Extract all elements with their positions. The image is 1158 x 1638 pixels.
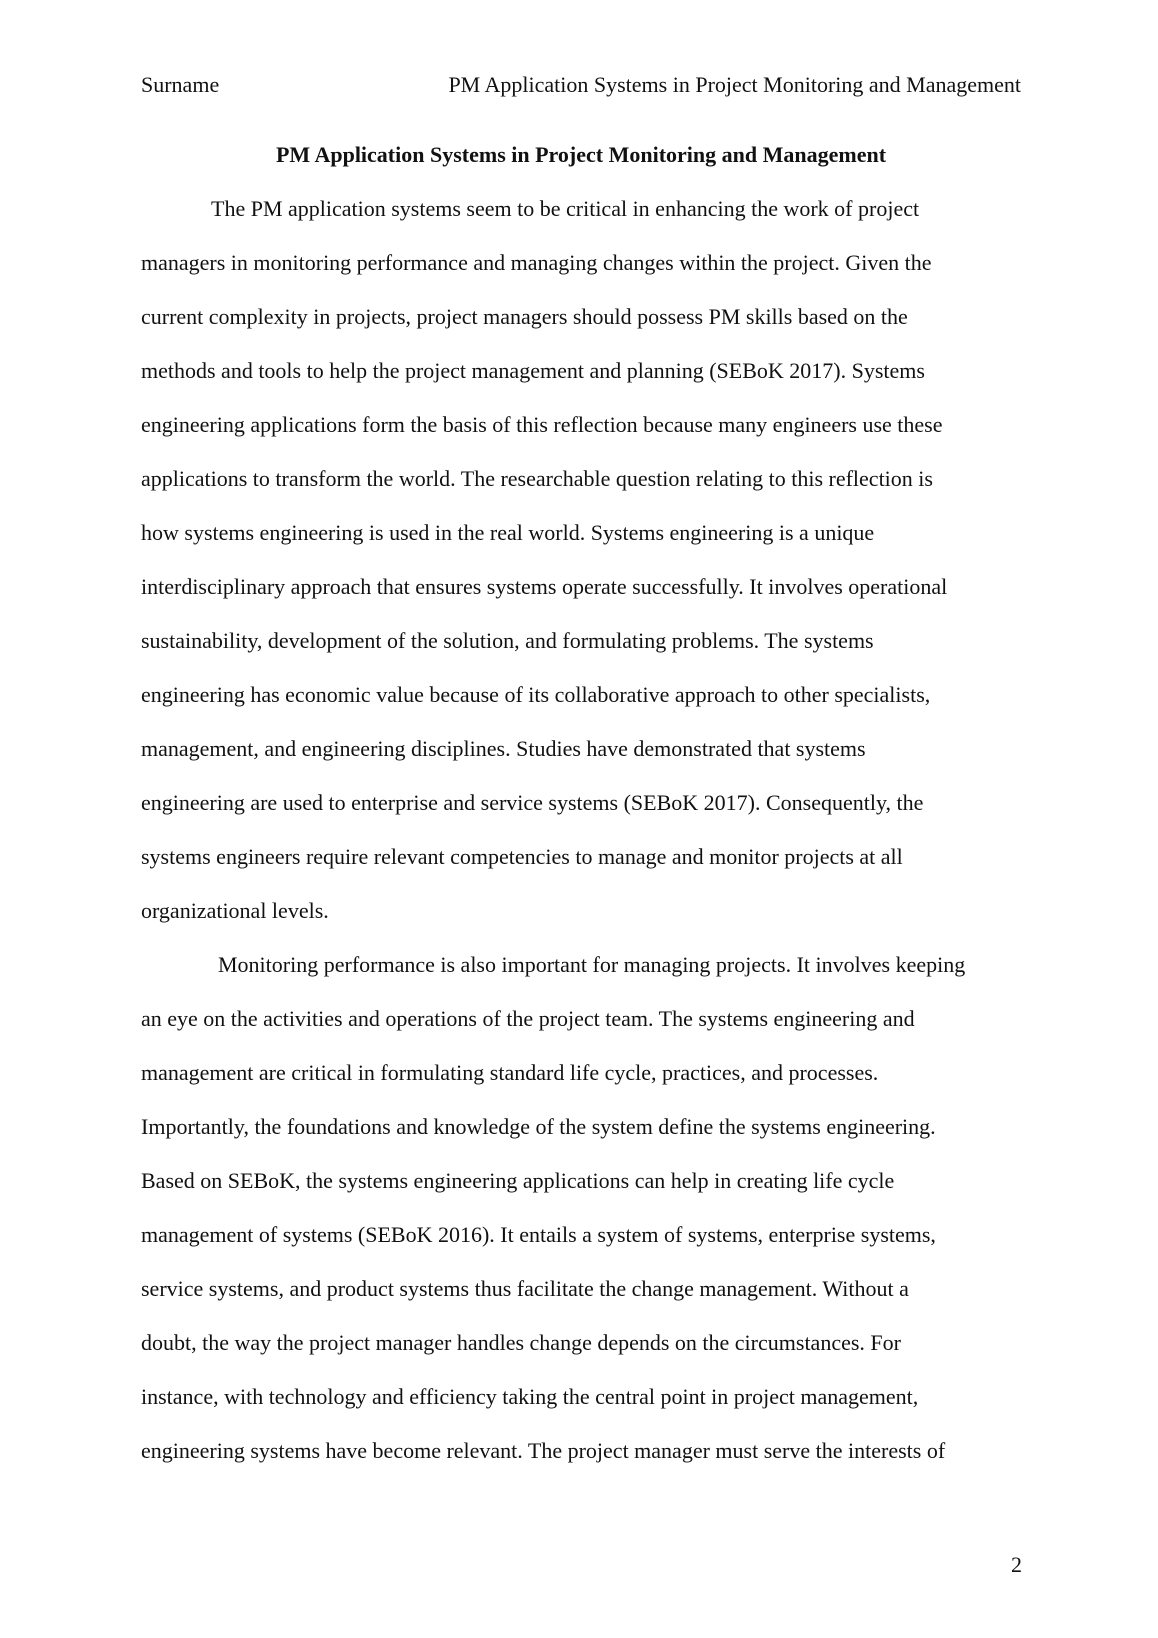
text-line: interdisciplinary approach that ensures systems operate successfully. It involves operational	[141, 574, 948, 599]
text-line: management are critical in formulating standard life cycle, practices, and processes.	[141, 1060, 879, 1085]
document-title: PM Application Systems in Project Monitoring and Management	[275, 142, 887, 167]
text-line: management, and engineering disciplines. Studies have demonstrated that systems	[141, 736, 866, 761]
text-line: Based on SEBoK, the systems engineering applications can help in creating life cycle	[141, 1168, 895, 1193]
text-line: engineering systems have become relevant. The project manager must serve the interests of	[141, 1438, 946, 1463]
text-line: engineering applications form the basis of this reflection because many engineers use these	[141, 412, 943, 437]
text-line: current complexity in projects, project managers should possess PM skills based on the	[141, 304, 908, 329]
text-line: managers in monitoring performance and managing changes within the project. Given the	[141, 250, 932, 275]
text-line: Monitoring performance is also important for managing projects. It involves keeping	[218, 952, 966, 977]
text-line: instance, with technology and efficiency taking the central point in project management,	[141, 1384, 919, 1409]
text-line: doubt, the way the project manager handles change depends on the circumstances. For	[141, 1330, 901, 1355]
paragraph-1	[141, 190, 1021, 946]
text-line: how systems engineering is used in the real world. Systems engineering is a unique	[141, 520, 875, 545]
body-text	[141, 190, 1021, 1486]
page-header	[141, 70, 1021, 100]
text-line: sustainability, development of the solution, and formulating problems. The systems	[141, 628, 874, 653]
paragraph-2	[141, 946, 1021, 1486]
text-line: engineering has economic value because of its collaborative approach to other specialists,	[141, 682, 931, 707]
text-line: applications to transform the world. The researchable question relating to this reflection is	[141, 466, 933, 491]
text-line: The PM application systems seem to be critical in enhancing the work of project	[211, 196, 920, 221]
text-line: service systems, and product systems thus facilitate the change management. Without a	[141, 1276, 909, 1301]
text-line: an eye on the activities and operations of the project team. The systems engineering and	[141, 1006, 915, 1031]
header-running-title: PM Application Systems in Project Monitoring and Management	[448, 72, 1021, 97]
text-line: management of systems (SEBoK 2016). It entails a system of systems, enterprise systems,	[141, 1222, 936, 1247]
text-line: Importantly, the foundations and knowledge of the system define the systems engineering.	[141, 1114, 936, 1139]
header-surname: Surname	[141, 72, 220, 97]
text-line: organizational levels.	[141, 898, 329, 923]
text-line: systems engineers require relevant competencies to manage and monitor projects at all	[141, 844, 903, 869]
text-line: methods and tools to help the project management and planning (SEBoK 2017). Systems	[141, 358, 925, 383]
text-line: engineering are used to enterprise and service systems (SEBoK 2017). Consequently, the	[141, 790, 924, 815]
page-number: 2	[1011, 1552, 1022, 1577]
